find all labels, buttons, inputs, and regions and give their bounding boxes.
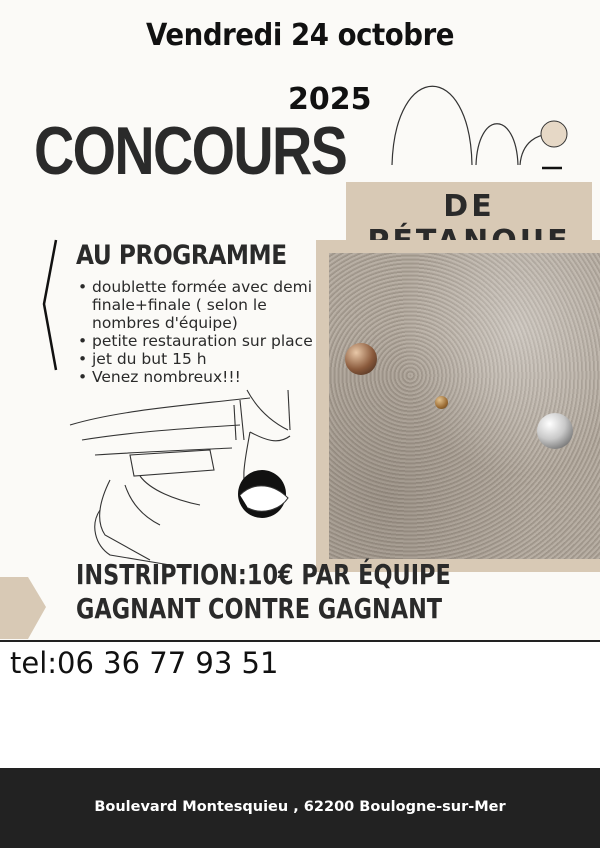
programme-item: • petite restauration sur place (78, 332, 313, 350)
title-concours: CONCOURS (34, 113, 347, 189)
divider-line (0, 640, 600, 642)
inscription-format: GAGNANT CONTRE GAGNANT (76, 592, 443, 625)
inscription-price: INSTRIPTION:10€ PAR ÉQUIPE (76, 558, 451, 591)
programme-heading: AU PROGRAMME (76, 240, 287, 271)
phone-number: tel:06 36 77 93 51 (10, 646, 279, 680)
event-year: 2025 (288, 82, 372, 117)
programme-item: • Venez nombreux!!! (78, 368, 313, 386)
inscription-block (76, 558, 492, 626)
programme-item: • doublette formée avec demi finale+finale ( selon le nombres d'équipe) (78, 278, 313, 332)
title-petanque: DE (443, 189, 495, 224)
event-date: Vendredi 24 octobre (146, 18, 454, 53)
arrow-decoration (0, 577, 48, 641)
programme-item: • jet du but 15 h (78, 350, 313, 368)
footer-address: Boulevard Montesquieu , 62200 Boulogne-sur-Mer (94, 799, 506, 815)
